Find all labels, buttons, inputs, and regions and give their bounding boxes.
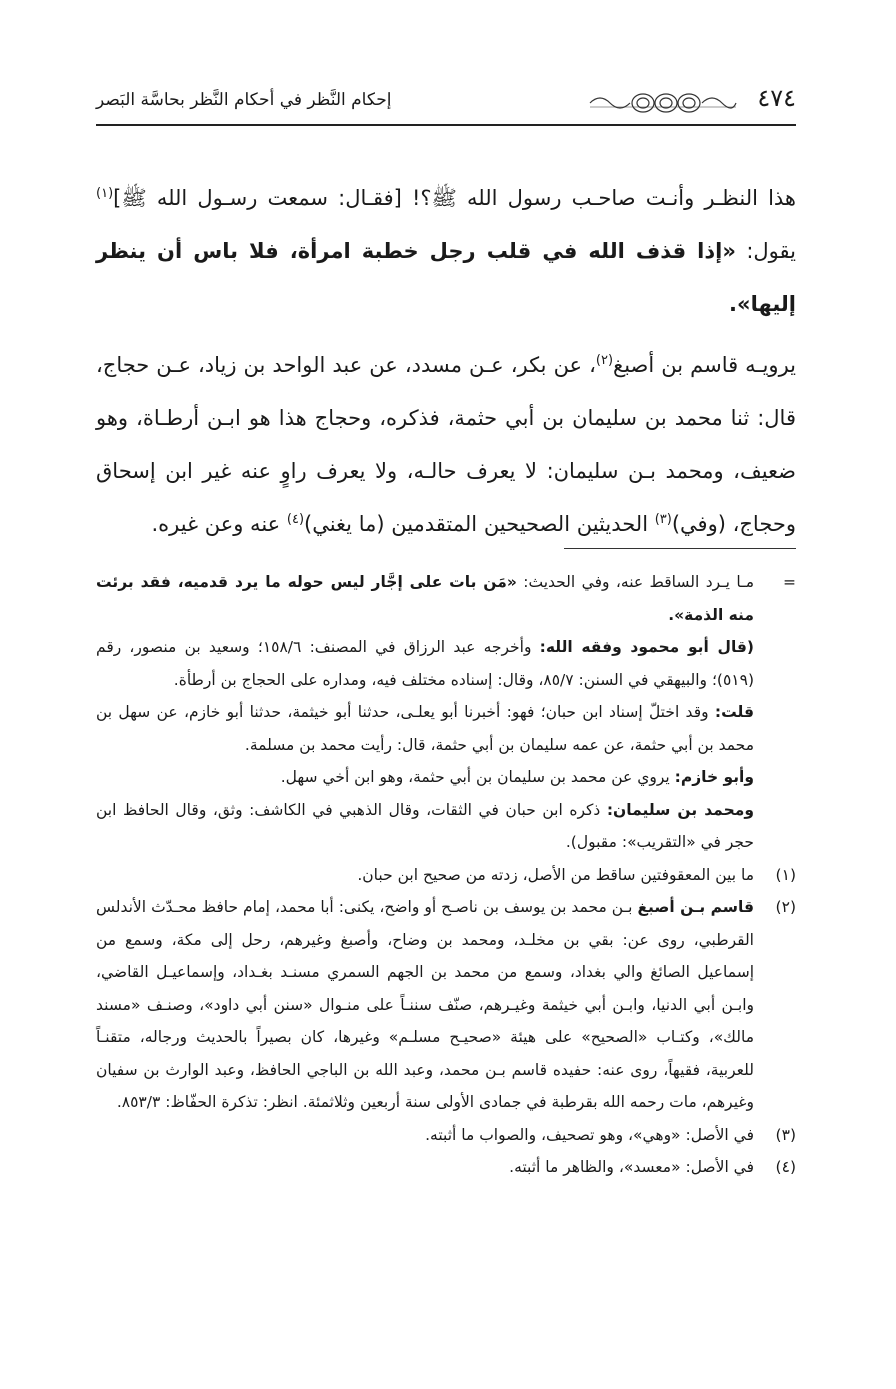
continuation-marker: = <box>783 573 796 591</box>
footnote-continuation <box>96 566 796 859</box>
text-run: يقول: <box>735 239 797 263</box>
footnote-label: قلت: <box>714 703 754 721</box>
footnote-marker: (٢) <box>775 898 796 916</box>
footnote-ref-4: (٤) <box>286 512 305 527</box>
footnote-marker: (٣) <box>775 1125 796 1144</box>
text-run: عنه وعن غيره. <box>151 512 287 536</box>
text-run: وأخرجه عبد الرزاق في المصنف: ١٥٨/٦؛ وسعيد بن منصور، رقم (٥١٩)؛ والبيهقي في السنن: ٨٥/٧، وقال: إسناده مختلف فيه، ومداره على الحجاج بن أرطأة. <box>96 638 754 689</box>
footnote-1 <box>96 859 796 892</box>
footnote-text: ما بين المعقوفتين ساقط من الأصل، زدته من صحيح ابن حبان. <box>357 865 754 884</box>
paragraph-1 <box>96 172 796 331</box>
text-run: الحديثين الصحيحين المتقدمين (ما يغني) <box>304 512 655 536</box>
text-run: ، عن بكر، عـن مسدد، عن عبد الواحد بن زياد، عـن حجاج، قال: ثنا محمد بن سليمان بن أبي حثمة، فذكره، وحجاج هذا هو ابـن أرطـاة، وهو ضعيف، ومحمد بـن سليمان: لا يعرف حالـه، ولا يعرف راوٍ عنه غير ابن إسحاق وحجاج، (وفي) <box>96 353 796 536</box>
footnote-text: في الأصل: «وهي»، وهو تصحيف، والصواب ما أثبته. <box>425 1125 754 1144</box>
text-run: وقد اختلّ إسناد ابن حبان؛ فهو: أخبرنا أبو يعلـى، حدثنا أبو خيثمة، حدثنا أبو خازم، عن سهل بن محمد بن أبي حثمة، عن عمه سليمان بن أبي حثمة، قال: رأيت محمد بن مسلمة. <box>96 703 754 754</box>
footnote-paragraph <box>96 761 754 794</box>
footnote-label: ومحمد بن سليمان: <box>606 800 754 819</box>
page-header <box>96 84 796 124</box>
text-run: يرويـه قاسم بن أصبغ <box>613 353 796 377</box>
footnote-separator <box>564 548 796 549</box>
footnote-label: (قال أبو محمود وفقه الله: <box>539 638 754 656</box>
footnote-marker: (٤) <box>775 1158 796 1176</box>
footnote-paragraph <box>96 566 754 631</box>
footnote-ref-3: (٣) <box>654 512 672 527</box>
text-run: يروي عن محمد بن سليمان بن أبي حثمة، وهو ابن أخي سهل. <box>280 768 675 786</box>
footnote-3 <box>96 1119 796 1152</box>
header-rule <box>96 124 796 126</box>
footnote-2 <box>96 891 796 1119</box>
page-number: ٤٧٤ <box>757 84 796 112</box>
footnote-ref-2: (٢) <box>595 353 614 368</box>
footnote-label: وأبو خازم: <box>674 768 754 786</box>
footnote-text: بـن محمد بن يوسف بن ناصـح أو واضح، يكنى: أبا محمد، إمام حافظ محـدّث الأندلس القرطبي، روى عن: بقي بن مخلـد، ومحمد بن وضاح، وأصبغ وغيرهم، رحل إلى مكة، وسمع من إسماعيل الصائغ والي بغداد، وسمع من محمد بن الجهم السمري مسنـد بغـداد، وإسماعيـل القاضي، وابـن أبي الدنيا، وابـن أبي خيثمة وغيـرهم، صنّف سننـاً على منـوال «سنن أبي داود»، وصنـف «مسند مالك»، وكتـاب «الصحيح» على هيئة «صحيـح مسلـم» وغيرها، كان بصيراً بالحديث ورجاله، متقنـاً للعربية، فقيهاً، روى عنه: حفيده قاسم بـن محمد، وعبد الله بن الباجي الحافظ، وعبد الوارث بن سفيان وغيرهم، مات رحمه الله بقرطبة في جمادى الأولى سنة أربعين وثلاثمئة. انظر: تذكرة الحفّاظ: ٨٥٣/٣. <box>96 898 754 1111</box>
footnote-label: قاسم بـن أصبغ <box>637 898 754 916</box>
text-run: هذا النظـر وأنـت صاحـب رسول الله ﷺ؟! [فقـال: سمعت رسـول الله ﷺ] <box>113 186 796 210</box>
running-title: إحكام النَّظر في أحكام النَّظر بحاسَّة البَصر <box>96 90 392 110</box>
footnote-paragraph <box>96 696 754 761</box>
main-text <box>96 172 796 551</box>
hadith-quote: «مَن بات على إجَّار ليس حوله ما يرد قدميه، فقد برئت منه الذمة». <box>96 573 754 624</box>
footnote-text: في الأصل: «معسد»، والظاهر ما أثبته. <box>509 1158 754 1176</box>
footnote-4 <box>96 1151 796 1184</box>
footnote-paragraph <box>96 794 754 859</box>
footnote-ref-1: (١) <box>96 186 114 201</box>
decorative-ornament-icon <box>588 90 738 116</box>
footnotes <box>96 566 796 1184</box>
text-run: ذكره ابن حبان في الثقات، وقال الذهبي في الكاشف: وثق، وقال الحافظ ابن حجر في «التقريب»: مقبول). <box>96 800 754 851</box>
text-run: مـا يـرد الساقط عنه، وفي الحديث: <box>516 573 754 591</box>
footnote-marker: (١) <box>775 865 796 884</box>
footnote-paragraph <box>96 631 754 696</box>
hadith-quote: «إذا قذف الله في قلب رجل خطبة امرأة، فلا باس أن ينظر إليها». <box>96 239 796 316</box>
paragraph-2 <box>96 339 796 551</box>
